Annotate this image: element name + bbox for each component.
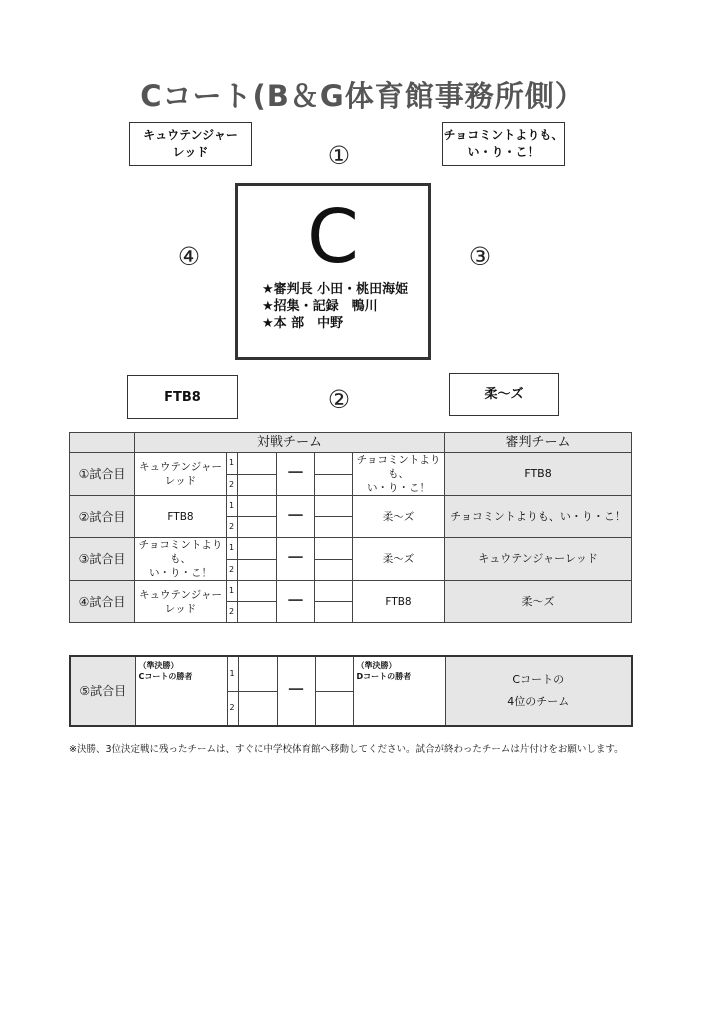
score-a-set1[interactable] xyxy=(238,496,277,517)
score-separator: － xyxy=(277,581,315,623)
team-a: チョコミントよりも、 い・り・こ！ xyxy=(135,538,227,581)
footer-note: ※決勝、3位決定戦に残ったチームは、すぐに中学校体育館へ移動してください。試合が終わったチームは片付けをお願いします。 xyxy=(69,744,624,755)
set-number: 1 xyxy=(227,581,238,602)
match-label: ②試合目 xyxy=(70,496,135,538)
score-b-set1[interactable] xyxy=(315,581,353,602)
team-box-bottom-right: 柔～ズ xyxy=(449,373,559,416)
referee-team: 柔～ズ xyxy=(445,581,632,623)
score-a-set1[interactable] xyxy=(238,453,277,475)
page-title: Cコート(B＆G体育館事務所側） xyxy=(140,79,585,113)
referee-team: キュウテンジャーレッド xyxy=(445,538,632,581)
score-a-set1[interactable] xyxy=(238,538,277,560)
score-b-set2[interactable] xyxy=(315,517,353,538)
score-b-set2[interactable] xyxy=(315,691,353,726)
score-a-set2[interactable] xyxy=(238,691,277,726)
score-a-set2[interactable] xyxy=(238,517,277,538)
score-separator: － xyxy=(277,538,315,581)
court-letter: C xyxy=(307,194,359,280)
team-b: 柔～ズ xyxy=(353,538,445,581)
header-referee: 審判チーム xyxy=(445,433,632,453)
match-label: ④試合目 xyxy=(70,581,135,623)
referee-team: FTB8 xyxy=(445,453,632,496)
match-label: ⑤試合目 xyxy=(70,656,135,726)
set-number: 2 xyxy=(227,474,238,496)
position-marker-3: ③ xyxy=(468,242,492,271)
referee-team: チョコミントよりも、い・り・こ！ xyxy=(445,496,632,538)
set-number: 2 xyxy=(227,602,238,623)
set-number: 1 xyxy=(227,538,238,560)
score-separator: － xyxy=(277,453,315,496)
set-number: 1 xyxy=(227,656,238,691)
score-separator: － xyxy=(277,656,315,726)
score-a-set2[interactable] xyxy=(238,474,277,496)
score-a-set2[interactable] xyxy=(238,559,277,581)
team-box-bottom-left: FTB8 xyxy=(127,375,238,419)
team-b: FTB8 xyxy=(353,581,445,623)
set-number: 1 xyxy=(227,453,238,475)
team-box-top-left: キュウテンジャー レッド xyxy=(129,122,252,166)
court-staff-list xyxy=(262,281,408,332)
score-b-set1[interactable] xyxy=(315,538,353,560)
score-a-set2[interactable] xyxy=(238,602,277,623)
team-b: （準決勝） Dコートの勝者 xyxy=(353,656,445,726)
set-number: 2 xyxy=(227,691,238,726)
set-number: 2 xyxy=(227,559,238,581)
score-a-set1[interactable] xyxy=(238,656,277,691)
score-b-set1[interactable] xyxy=(315,656,353,691)
team-a: キュウテンジャー レッド xyxy=(135,581,227,623)
score-b-set2[interactable] xyxy=(315,559,353,581)
team-a: （準決勝） Cコートの勝者 xyxy=(135,656,227,726)
set-number: 2 xyxy=(227,517,238,538)
schedule-table xyxy=(69,432,632,623)
referee-team: Cコートの 4位のチーム xyxy=(445,656,632,726)
score-b-set1[interactable] xyxy=(315,453,353,475)
header-blank xyxy=(70,433,135,453)
score-a-set1[interactable] xyxy=(238,581,277,602)
semifinal-table xyxy=(69,655,633,727)
position-marker-1: ① xyxy=(327,141,351,170)
match-label: ③試合目 xyxy=(70,538,135,581)
court-diagram xyxy=(235,183,431,360)
team-box-top-right: チョコミントよりも、 い・り・こ！ xyxy=(442,122,565,166)
position-marker-2: ② xyxy=(327,385,351,414)
header-versus: 対戦チーム xyxy=(135,433,445,453)
team-b: チョコミントよりも、 い・り・こ！ xyxy=(353,453,445,496)
team-a: キュウテンジャー レッド xyxy=(135,453,227,496)
team-b: 柔～ズ xyxy=(353,496,445,538)
match-label: ①試合目 xyxy=(70,453,135,496)
score-separator: － xyxy=(277,496,315,538)
score-b-set1[interactable] xyxy=(315,496,353,517)
staff-line: ★本 部 中野 xyxy=(262,316,344,331)
score-b-set2[interactable] xyxy=(315,474,353,496)
staff-line: ★招集・記録 鴨川 xyxy=(262,299,378,314)
set-number: 1 xyxy=(227,496,238,517)
staff-line: ★審判長 小田・桃田海姫 xyxy=(262,282,409,297)
position-marker-4: ④ xyxy=(177,242,201,271)
team-a: FTB8 xyxy=(135,496,227,538)
score-b-set2[interactable] xyxy=(315,602,353,623)
